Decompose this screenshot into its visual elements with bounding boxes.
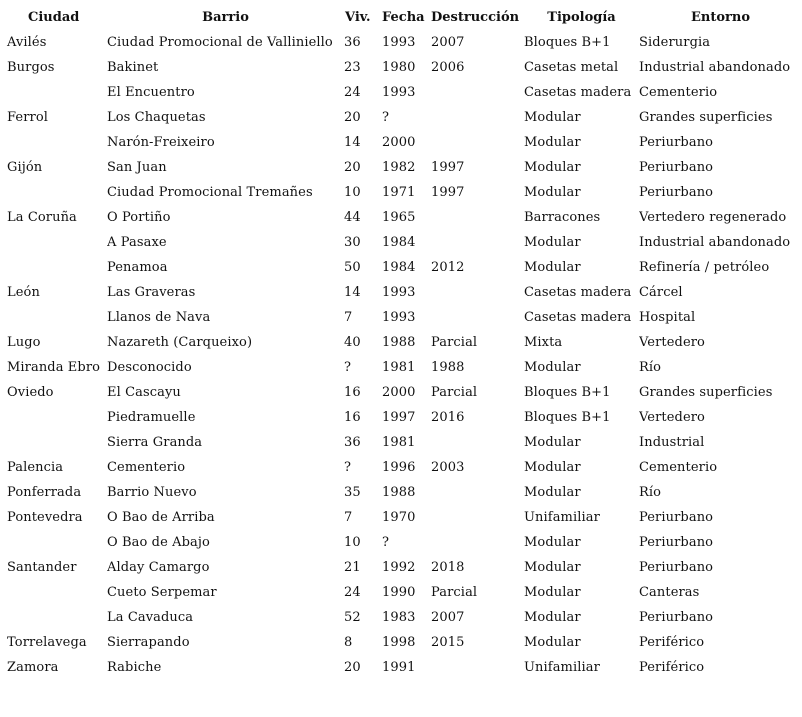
cell-fecha: 1990 — [382, 585, 416, 600]
cell-tipologia: Mixta — [524, 335, 563, 350]
cell-viv: 30 — [344, 235, 361, 250]
cell-tipologia: Modular — [524, 560, 581, 575]
table-row — [0, 505, 802, 530]
cell-ciudad: Torrelavega — [7, 635, 87, 650]
table-row — [0, 205, 802, 230]
cell-entorno: Vertedero regenerado — [639, 210, 787, 225]
cell-fecha: 1992 — [382, 560, 416, 575]
cell-ciudad — [0, 255, 107, 280]
cell-barrio: Sierrapando — [107, 635, 190, 650]
table-row — [0, 655, 802, 680]
header-viv: Viv. — [345, 10, 371, 25]
cell-fecha: 1988 — [382, 335, 416, 350]
cell-fecha: 1993 — [382, 85, 416, 100]
cell-destruccion: 2007 — [431, 35, 465, 50]
table-row — [0, 555, 802, 580]
cell-entorno: Periurbano — [639, 560, 714, 575]
cell-fecha: ? — [382, 110, 390, 125]
cell-entorno: Periurbano — [639, 610, 714, 625]
cell-barrio: Llanos de Nava — [107, 310, 211, 325]
cell-destruccion — [431, 655, 524, 680]
cell-barrio: La Cavaduca — [107, 610, 194, 625]
cell-tipologia: Modular — [524, 635, 581, 650]
table-row — [0, 30, 802, 55]
table-row — [0, 55, 802, 80]
cell-tipologia: Casetas madera — [524, 85, 632, 100]
cell-fecha: 1971 — [382, 185, 416, 200]
cell-entorno: Industrial abandonado — [639, 60, 791, 75]
cell-barrio: Cementerio — [107, 460, 186, 475]
cell-barrio: O Bao de Abajo — [107, 535, 210, 550]
cell-fecha: 1993 — [382, 35, 416, 50]
table-row — [0, 105, 802, 130]
cell-ciudad — [0, 430, 107, 455]
cell-entorno: Río — [639, 360, 662, 375]
cell-fecha: 1997 — [382, 410, 416, 425]
cell-entorno: Canteras — [639, 585, 700, 600]
cell-tipologia: Modular — [524, 260, 581, 275]
cell-barrio: El Cascayu — [107, 385, 181, 400]
cell-barrio: Los Chaquetas — [107, 110, 206, 125]
cell-barrio: Bakinet — [107, 60, 159, 75]
cell-viv: ? — [344, 360, 352, 375]
cell-viv: 21 — [344, 560, 361, 575]
cell-fecha: 1970 — [382, 510, 416, 525]
cell-barrio: Barrio Nuevo — [107, 485, 197, 500]
table-row — [0, 230, 802, 255]
cell-barrio: San Juan — [107, 160, 167, 175]
cell-destruccion: 2003 — [431, 460, 465, 475]
cell-entorno: Siderurgia — [639, 35, 711, 50]
cell-ciudad — [0, 80, 107, 105]
cell-barrio: Desconocido — [107, 360, 192, 375]
cell-barrio: El Encuentro — [107, 85, 195, 100]
header-ciudad: Ciudad — [28, 10, 80, 25]
cell-entorno: Grandes superficies — [639, 385, 773, 400]
cell-ciudad — [0, 605, 107, 630]
header-row — [0, 5, 802, 30]
table-row — [0, 530, 802, 555]
cell-tipologia: Bloques B+1 — [524, 35, 611, 50]
cell-viv: 16 — [344, 385, 361, 400]
cell-tipologia: Bloques B+1 — [524, 410, 611, 425]
cell-fecha: 1965 — [382, 210, 416, 225]
header-fecha: Fecha — [382, 10, 425, 25]
cell-destruccion — [431, 230, 524, 255]
cell-tipologia: Modular — [524, 160, 581, 175]
cell-destruccion — [431, 305, 524, 330]
cell-destruccion — [431, 280, 524, 305]
cell-viv: 20 — [344, 160, 361, 175]
cell-tipologia: Unifamiliar — [524, 660, 600, 675]
cell-destruccion: 2007 — [431, 610, 465, 625]
cell-viv: 24 — [344, 85, 361, 100]
cell-destruccion — [431, 530, 524, 555]
cell-fecha: 1984 — [382, 260, 416, 275]
cell-tipologia: Modular — [524, 135, 581, 150]
table-row — [0, 455, 802, 480]
cell-destruccion: 1988 — [431, 360, 465, 375]
cell-ciudad: Gijón — [7, 160, 43, 175]
cell-ciudad: Santander — [7, 560, 77, 575]
cell-viv: 23 — [344, 60, 361, 75]
cell-fecha: ? — [382, 535, 390, 550]
cell-barrio: Ciudad Promocional Tremañes — [107, 185, 313, 200]
header-entorno: Entorno — [690, 10, 750, 25]
cell-destruccion — [431, 80, 524, 105]
cell-destruccion: 1997 — [431, 185, 465, 200]
cell-barrio: Rabiche — [107, 660, 162, 675]
table-row — [0, 255, 802, 280]
cell-destruccion: 2006 — [431, 60, 465, 75]
cell-entorno: Periurbano — [639, 510, 714, 525]
cell-ciudad — [0, 305, 107, 330]
cell-destruccion — [431, 130, 524, 155]
cell-entorno: Periurbano — [639, 160, 714, 175]
cell-fecha: 1981 — [382, 360, 416, 375]
cell-viv: 20 — [344, 110, 361, 125]
cell-fecha: 1980 — [382, 60, 416, 75]
cell-ciudad: Zamora — [7, 660, 59, 675]
cell-destruccion — [431, 480, 524, 505]
cell-ciudad: Miranda Ebro — [7, 360, 101, 375]
cell-entorno: Vertedero — [639, 410, 705, 425]
cell-barrio: A Pasaxe — [107, 235, 167, 250]
cell-viv: 14 — [344, 135, 361, 150]
cell-entorno: Hospital — [639, 310, 696, 325]
cell-tipologia: Modular — [524, 460, 581, 475]
cell-ciudad: Ponferrada — [7, 485, 82, 500]
cell-entorno: Refinería / petróleo — [639, 260, 770, 275]
cell-viv: 7 — [344, 510, 353, 525]
cell-ciudad — [0, 580, 107, 605]
table-body — [0, 30, 802, 680]
cell-destruccion: 2015 — [431, 635, 465, 650]
table-row — [0, 330, 802, 355]
cell-fecha: 1993 — [382, 285, 416, 300]
cell-ciudad: Ferrol — [7, 110, 49, 125]
cell-tipologia: Barracones — [524, 210, 601, 225]
header-barrio: Barrio — [202, 10, 249, 25]
table-row — [0, 355, 802, 380]
cell-ciudad: Burgos — [7, 60, 55, 75]
cell-entorno: Cementerio — [639, 85, 718, 100]
cell-tipologia: Modular — [524, 110, 581, 125]
cell-barrio: Cueto Serpemar — [107, 585, 217, 600]
cell-destruccion: Parcial — [431, 585, 478, 600]
table-row — [0, 605, 802, 630]
cell-tipologia: Modular — [524, 485, 581, 500]
cell-barrio: O Portiño — [107, 210, 171, 225]
cell-entorno: Cárcel — [639, 285, 683, 300]
cell-entorno: Periurbano — [639, 135, 714, 150]
cell-fecha: 1984 — [382, 235, 416, 250]
cell-tipologia: Modular — [524, 360, 581, 375]
cell-barrio: Sierra Granda — [107, 435, 203, 450]
cell-tipologia: Modular — [524, 435, 581, 450]
cell-tipologia: Casetas metal — [524, 60, 619, 75]
cell-viv: 7 — [344, 310, 353, 325]
cell-ciudad: La Coruña — [7, 210, 77, 225]
cell-tipologia: Modular — [524, 610, 581, 625]
table-row — [0, 405, 802, 430]
cell-viv: 24 — [344, 585, 361, 600]
cell-tipologia: Modular — [524, 535, 581, 550]
cell-fecha: 2000 — [382, 135, 416, 150]
cell-destruccion: 2012 — [431, 260, 465, 275]
cell-fecha: 1981 — [382, 435, 416, 450]
cell-fecha: 1983 — [382, 610, 416, 625]
cell-destruccion: Parcial — [431, 385, 478, 400]
cell-barrio: Alday Camargo — [107, 560, 210, 575]
cell-tipologia: Bloques B+1 — [524, 385, 611, 400]
cell-fecha: 1991 — [382, 660, 416, 675]
cell-ciudad — [0, 130, 107, 155]
header-destruccion: Destrucción — [431, 10, 520, 25]
settlements-table — [0, 5, 802, 680]
cell-fecha: 1996 — [382, 460, 416, 475]
table-row — [0, 305, 802, 330]
cell-viv: 36 — [344, 435, 361, 450]
cell-viv: 40 — [344, 335, 361, 350]
cell-destruccion — [431, 430, 524, 455]
header-tipologia: Tipología — [547, 10, 616, 25]
cell-ciudad — [0, 530, 107, 555]
table-row — [0, 180, 802, 205]
cell-fecha: 1988 — [382, 485, 416, 500]
cell-viv: 44 — [344, 210, 361, 225]
cell-destruccion: 2018 — [431, 560, 465, 575]
table-row — [0, 430, 802, 455]
cell-destruccion: 1997 — [431, 160, 465, 175]
cell-viv: 20 — [344, 660, 361, 675]
cell-ciudad: Avilés — [7, 35, 47, 50]
cell-viv: 8 — [344, 635, 353, 650]
table-row — [0, 130, 802, 155]
cell-fecha: 1998 — [382, 635, 416, 650]
cell-destruccion — [431, 205, 524, 230]
cell-barrio: Nazareth (Carqueixo) — [107, 335, 253, 350]
cell-entorno: Vertedero — [639, 335, 705, 350]
table-row — [0, 480, 802, 505]
cell-viv: 50 — [344, 260, 361, 275]
cell-entorno: Periurbano — [639, 535, 714, 550]
cell-destruccion — [431, 105, 524, 130]
cell-tipologia: Casetas madera — [524, 310, 632, 325]
cell-ciudad: León — [7, 285, 40, 300]
table-header — [0, 5, 802, 30]
cell-destruccion — [431, 505, 524, 530]
cell-barrio: O Bao de Arriba — [107, 510, 215, 525]
table-row — [0, 380, 802, 405]
cell-destruccion: Parcial — [431, 335, 478, 350]
cell-ciudad: Oviedo — [7, 385, 54, 400]
cell-ciudad: Pontevedra — [7, 510, 83, 525]
cell-tipologia: Modular — [524, 185, 581, 200]
table-row — [0, 280, 802, 305]
cell-entorno: Industrial — [639, 435, 705, 450]
cell-tipologia: Modular — [524, 585, 581, 600]
cell-entorno: Río — [639, 485, 662, 500]
cell-viv: 14 — [344, 285, 361, 300]
cell-ciudad: Palencia — [7, 460, 64, 475]
cell-destruccion: 2016 — [431, 410, 465, 425]
cell-entorno: Periférico — [639, 660, 705, 675]
cell-entorno: Industrial abandonado — [639, 235, 791, 250]
cell-fecha: 2000 — [382, 385, 416, 400]
cell-fecha: 1982 — [382, 160, 416, 175]
cell-ciudad — [0, 180, 107, 205]
cell-barrio: Las Graveras — [107, 285, 196, 300]
cell-viv: 35 — [344, 485, 361, 500]
cell-tipologia: Casetas madera — [524, 285, 632, 300]
cell-viv: 36 — [344, 35, 361, 50]
cell-ciudad — [0, 230, 107, 255]
table-row — [0, 80, 802, 105]
cell-viv: 52 — [344, 610, 361, 625]
cell-fecha: 1993 — [382, 310, 416, 325]
cell-viv: 16 — [344, 410, 361, 425]
table-row — [0, 580, 802, 605]
cell-tipologia: Modular — [524, 235, 581, 250]
cell-barrio: Ciudad Promocional de Valliniello — [107, 35, 333, 50]
cell-entorno: Cementerio — [639, 460, 718, 475]
cell-viv: 10 — [344, 185, 361, 200]
cell-entorno: Periurbano — [639, 185, 714, 200]
cell-entorno: Grandes superficies — [639, 110, 773, 125]
cell-barrio: Penamoa — [107, 260, 168, 275]
cell-entorno: Periférico — [639, 635, 705, 650]
cell-barrio: Piedramuelle — [107, 410, 196, 425]
cell-viv: 10 — [344, 535, 361, 550]
cell-ciudad: Lugo — [7, 335, 41, 350]
cell-barrio: Narón-Freixeiro — [107, 135, 215, 150]
cell-viv: ? — [344, 460, 352, 475]
cell-ciudad — [0, 405, 107, 430]
cell-tipologia: Unifamiliar — [524, 510, 600, 525]
table-row — [0, 630, 802, 655]
table-row — [0, 155, 802, 180]
